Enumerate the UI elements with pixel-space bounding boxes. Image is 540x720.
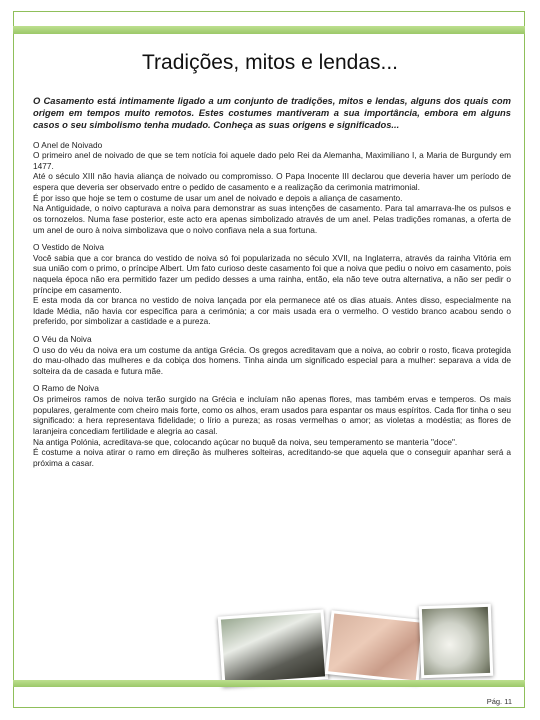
page-title: Tradições, mitos e lendas... (142, 51, 398, 74)
section-anel-noivado (33, 140, 511, 235)
section-paragraph: Você sabia que a cor branca do vestido de noiva só foi popularizada no século XVII, na Inglaterra, através da rainha Vitória em sua união com o primo, o príncipe Albert. Um fato curioso deste casamento foi que a noiva que pediu o noivo em casamento, pois naquela época não era permitido fazer um pedido desses a uma rainha, então, ela não teve outra alternativa, a não ser pedir o príncipe em casamento. (33, 252, 511, 295)
section-heading: O Véu da Noiva (33, 334, 92, 345)
section-paragraph: É costume a noiva atirar o ramo em direção às mulheres solteiras, acreditando-se que aquela que o conseguir apanhar será a próxima a casar. (33, 447, 511, 468)
section-paragraph: O primeiro anel de noivado de que se tem notícia foi aquele dado pelo Rei da Alemanha, Maximiliano I, a Maria de Burgundy em 1477. (33, 150, 511, 171)
intro-paragraph: O Casamento está intimamente ligado a um conjunto de tradições, mitos e lendas, alguns dos quais com origem em tempos muito remotos. Estes costumes mantiveram a sua importância, embora em alguns casos o seu simbolismo tenha mudado. Conheça as suas origens e significados... (33, 95, 511, 131)
bouquet-photo (419, 604, 493, 678)
section-ramo-noiva (33, 383, 511, 468)
section-paragraph: O uso do véu da noiva era um costume da antiga Grécia. Os gregos acreditavam que a noiva, ao cobrir o rosto, ficava protegida do mau-olhado das mulheres e da cobiça dos homens. Tinha ainda um significado especial para a mulher: separava a vida de solteira da de casada e futura mãe. (33, 344, 511, 376)
section-heading: O Ramo de Noiva (33, 383, 99, 394)
section-paragraph: Na antiga Polónia, acreditava-se que, colocando açúcar no buquê da noiva, seu temperamento se manteria "doce". (33, 436, 458, 447)
bottom-decorative-bar (13, 680, 525, 687)
section-paragraph: Até o século XIII não havia aliança de noivado ou compromisso. O Papa Inocente III declarou que deveria haver um período de espera que deveria ser observado entre o pedido de casamento e a realização da cerimonia matrimonial. (33, 171, 511, 193)
section-paragraph: E esta moda da cor branca no vestido de noiva lançada por ela permanece até os dias atuais. Antes disso, especialmente na Idade Média, não havia cor específica para a cerimónia; a cor mais usada era o vermelho. O vestido branco acabou sendo o preferido, por simbolizar a castidade e a pureza. (33, 295, 511, 327)
section-vestido-noiva (33, 242, 511, 327)
section-paragraph: Na Antiguidade, o noivo capturava a noiva para demonstrar as suas intenções de casamento. Para tal amarrava-lhe os pulsos e os tornozelos. Numa fase posterior, este acto era apenas simbolizado através de um anel. Pelas tradições romanas, a oferta de um anel de ouro à noiva simbolizava que o noivo confiava nela a sua fortuna. (33, 203, 511, 235)
wedding-couple-photo (218, 609, 329, 686)
section-paragraph: Os primeiros ramos de noiva terão surgido na Grécia e incluíam não apenas flores, mas também ervas e temperos. Os mais populares, geralmente com cheiro mais forte, como os alhos, eram usados para espantar os maus espíritos. Cada flor tinha o seu significado: a hera representava fidelidade; o lírio a pureza; as rosas vermelhas o amor; as violetas a modéstia; as flores de laranjeira concediam fertilidade e alegria ao casal. (33, 394, 511, 436)
article-body (33, 95, 511, 475)
top-decorative-bar (13, 26, 525, 34)
photo-collage (220, 607, 520, 687)
section-paragraph: É por isso que hoje se tem o costume de usar um anel de noivado e depois a aliança de casamento. (33, 192, 403, 203)
page-number: Pág. 11 (486, 697, 512, 706)
section-heading: O Anel de Noivado (33, 139, 103, 150)
section-veu-noiva (33, 334, 511, 376)
section-heading: O Vestido de Noiva (33, 242, 105, 253)
ring-hand-photo (325, 610, 425, 683)
